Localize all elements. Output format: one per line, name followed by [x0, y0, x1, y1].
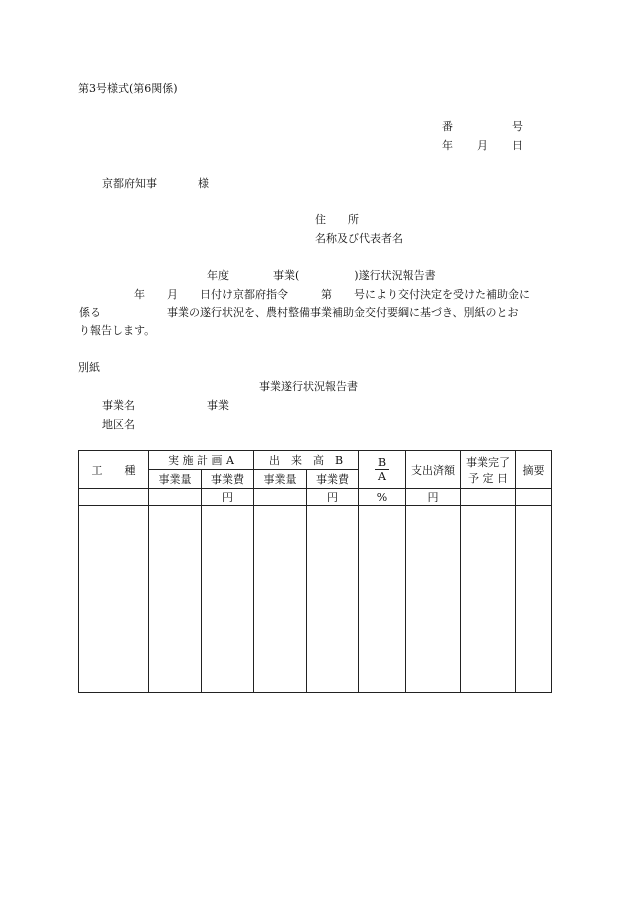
cell-spent: [406, 506, 461, 693]
header-notes: 摘要: [516, 451, 552, 489]
header-output-b: 出 来 高 B: [254, 451, 359, 470]
progress-report-table: [78, 450, 552, 693]
body-line-2: 係る 事業の遂行状況を、農村整備事業補助金交付要綱に基づき、別紙のとお: [79, 306, 519, 319]
cell-notes: [516, 506, 552, 693]
cell-plan-quantity: [149, 506, 202, 693]
number-label-1: 番: [442, 120, 453, 133]
project-name-suffix: 事業: [207, 399, 229, 412]
header-plan-a: 実 施 計 画 A: [149, 451, 254, 470]
header-ratio: [359, 451, 406, 489]
cell-notes-unit: [516, 489, 552, 506]
cell-output-quantity-unit: [254, 489, 307, 506]
header-plan-cost: 事業費: [202, 470, 254, 489]
header-completion-date: [461, 451, 516, 489]
header-amount-spent: 支出済額: [406, 451, 461, 489]
completion-label-line-2: 予 定 日: [468, 471, 508, 485]
date-year-label: 年: [442, 139, 453, 152]
report-title: 年度 事業( )遂行状況報告書: [207, 269, 436, 282]
header-output-quantity: 事業量: [254, 470, 307, 489]
address-label: 住 所: [315, 213, 359, 226]
cell-spent-unit: 円: [406, 489, 461, 506]
header-output-cost: 事業費: [307, 470, 359, 489]
header-work-type: 工 種: [79, 451, 149, 489]
district-name-label: 地区名: [102, 418, 135, 431]
number-label-2: 号: [512, 120, 523, 133]
cell-plan-quantity-unit: [149, 489, 202, 506]
form-label: 第3号様式(第6関係): [78, 82, 178, 95]
cell-completion-unit: [461, 489, 516, 506]
cell-ratio-unit: %: [359, 489, 406, 506]
cell-ratio: [359, 506, 406, 693]
addressee: 京都府知事: [102, 177, 157, 190]
cell-output-cost-unit: 円: [307, 489, 359, 506]
cell-work-type-unit: [79, 489, 149, 506]
cell-output-cost: [307, 506, 359, 693]
cell-completion: [461, 506, 516, 693]
body-line-3: り報告します。: [79, 324, 156, 337]
attachment-label: 別紙: [78, 361, 100, 374]
representative-name-label: 名称及び代表者名: [315, 232, 403, 245]
ratio-numerator: B: [375, 456, 389, 470]
attachment-title: 事業遂行状況報告書: [259, 380, 358, 393]
completion-label-line-1: 事業完了: [466, 455, 510, 469]
cell-plan-cost-unit: 円: [202, 489, 254, 506]
body-line-1: 年 月 日付け京都府指令 第 号により交付決定を受けた補助金に: [79, 288, 530, 301]
header-plan-quantity: 事業量: [149, 470, 202, 489]
ratio-denominator: A: [378, 470, 386, 483]
date-day-label: 日: [512, 139, 523, 152]
cell-output-quantity: [254, 506, 307, 693]
cell-plan-cost: [202, 506, 254, 693]
date-month-label: 月: [477, 139, 488, 152]
cell-work-type: [79, 506, 149, 693]
project-name-label: 事業名: [102, 399, 135, 412]
addressee-suffix: 様: [198, 177, 209, 190]
